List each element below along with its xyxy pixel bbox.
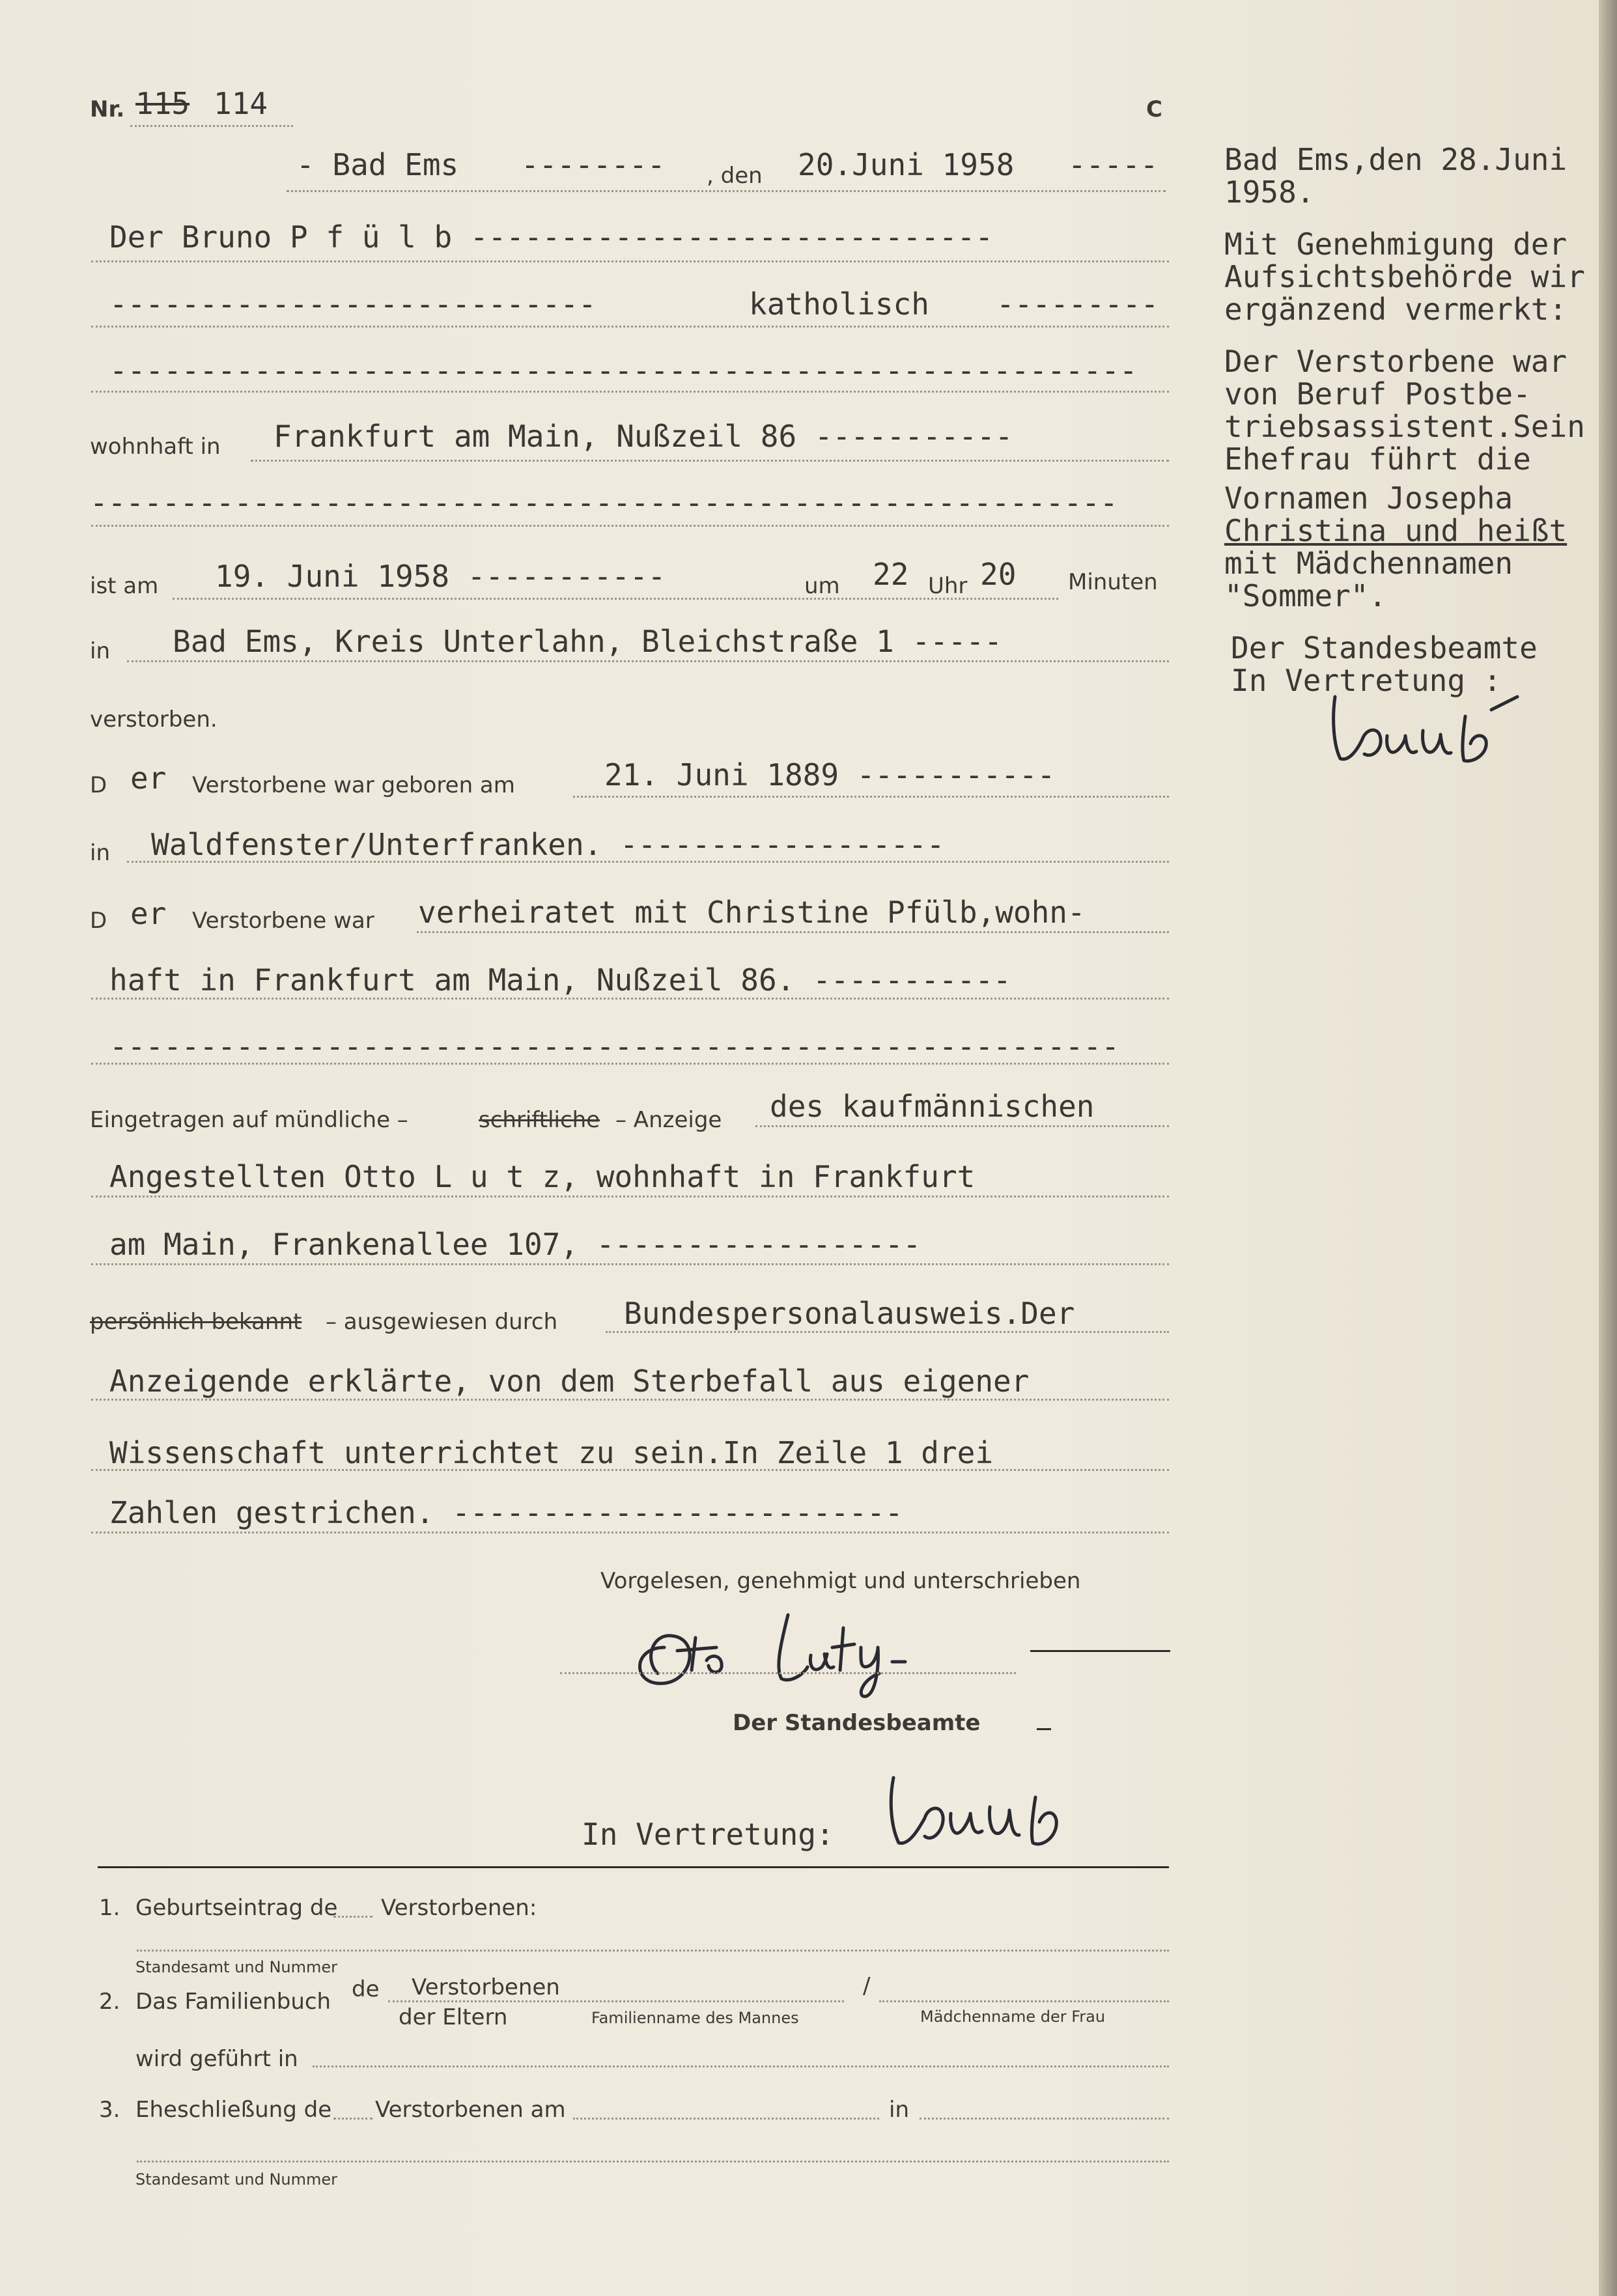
- item2-number: 2.: [99, 1989, 120, 2015]
- informant-signature-line: [560, 1672, 1016, 1674]
- address-line-2: ---------------------------------------------------------: [90, 485, 1118, 520]
- marriage-d-label: D: [90, 908, 107, 934]
- item3-date-fill-line: [573, 2118, 879, 2120]
- birth-in-label: in: [90, 840, 110, 866]
- item2-fill-line-right: [879, 2000, 1169, 2002]
- margin-line-13: "Sommer".: [1224, 578, 1387, 613]
- margin-line-14: Der Standesbeamte: [1231, 630, 1538, 665]
- birth-place: Waldfenster/Unterfranken. ------------------: [151, 827, 945, 862]
- id-line-4: Zahlen gestrichen. -------------------------: [109, 1495, 903, 1530]
- margin-line-1: Bad Ems,den 28.Juni: [1224, 142, 1568, 177]
- nr-fill-line: [130, 125, 293, 127]
- item3-number: 3.: [99, 2097, 120, 2123]
- birth-text-label: Verstorbene war geboren am: [192, 772, 515, 798]
- section-divider: [98, 1866, 1169, 1868]
- nr-label: Nr.: [90, 96, 125, 122]
- death-in-label: in: [90, 638, 110, 664]
- religion-dashes: ---------------------------: [109, 287, 597, 322]
- marriage-er-typed: er: [130, 896, 167, 931]
- uhr-label: Uhr: [928, 573, 968, 599]
- margin-line-12: mit Mädchennamen: [1224, 546, 1513, 581]
- birth-place-fill-line: [127, 861, 1169, 863]
- informant-fill-line-3: [91, 1263, 1169, 1265]
- death-hour: 22: [873, 557, 909, 592]
- um-label: um: [804, 573, 840, 599]
- header-fill-line: [287, 190, 1166, 192]
- eingetragen-label: Eingetragen auf mündliche –: [90, 1107, 408, 1133]
- id-fill-line-3: [91, 1469, 1169, 1471]
- religion: katholisch: [749, 287, 929, 322]
- informant-fill-line-1: [755, 1125, 1169, 1127]
- familienname-label: Familienname des Mannes: [591, 2009, 799, 2027]
- id-line-1: Bundespersonalausweis.Der: [624, 1296, 1075, 1331]
- religion-tail: ---------: [996, 287, 1159, 322]
- margin-line-11: Christina und heißt: [1224, 513, 1568, 548]
- deceased-name: Der Bruno P f ü l b -----------------------------: [109, 219, 994, 255]
- nr-struck-number: 115: [135, 86, 190, 121]
- margin-line-10: Vornamen Josepha: [1224, 481, 1513, 516]
- form-letter: C: [1146, 96, 1162, 122]
- death-minute: 20: [980, 557, 1017, 592]
- minuten-label: Minuten: [1068, 569, 1158, 595]
- item1-fill-line: [137, 1950, 1169, 1952]
- margin-line-2: 1958.: [1224, 175, 1315, 210]
- name-fill-line: [91, 260, 1169, 262]
- id-line-2: Anzeigende erklärte, von dem Sterbefall aus eigener: [109, 1364, 1030, 1399]
- register-date: 20.Juni 1958: [798, 147, 1015, 182]
- margin-line-8: triebsassistent.Sein: [1224, 409, 1585, 444]
- item1-number: 1.: [99, 1895, 120, 1921]
- margin-line-3: Mit Genehmigung der: [1224, 227, 1568, 262]
- item2-label: Das Familienbuch: [135, 1989, 331, 2015]
- margin-line-6: Der Verstorbene war: [1224, 344, 1568, 379]
- item3-de-fill: [333, 2118, 373, 2120]
- marriage-line-1: verheiratet mit Christine Pfülb,wohn-: [418, 895, 1086, 930]
- marriage-fill-line-2: [91, 998, 1169, 1000]
- item2-der-eltern: der Eltern: [399, 2004, 508, 2030]
- margin-line-7: von Beruf Postbe-: [1224, 376, 1531, 412]
- address-fill-line: [251, 460, 1169, 462]
- residence-address: Frankfurt am Main, Nußzeil 86 -----------: [274, 419, 1013, 454]
- official-signature: [879, 1745, 1127, 1856]
- item1-label: Geburtseintrag de: [135, 1895, 338, 1921]
- margin-line-5: ergänzend vermerkt:: [1224, 292, 1568, 327]
- item2-fill-line: [388, 2000, 844, 2002]
- vertretung-label: In Vertretung:: [582, 1817, 834, 1852]
- item1-fill: Verstorbenen:: [381, 1895, 537, 1921]
- wird-gefuehrt-fill-line: [313, 2065, 1169, 2067]
- standesbeamte-label: Der Standesbeamte: [733, 1710, 981, 1736]
- birth-d-label: D: [90, 772, 107, 798]
- birth-er-typed: er: [130, 761, 167, 796]
- standesamt-label-1: Standesamt und Nummer: [135, 1958, 338, 1976]
- item3-fill: Verstorbenen am: [375, 2097, 566, 2123]
- register-date-dashes: -----: [1068, 147, 1159, 182]
- margin-signature: [1322, 684, 1537, 768]
- blank-fill-line: [91, 391, 1169, 393]
- standesamt-label-2: Standesamt und Nummer: [135, 2170, 338, 2189]
- marriage-text-label: Verstorbene war: [192, 908, 374, 934]
- schriftliche-struck: schriftliche: [479, 1107, 600, 1133]
- register-place-dashes: --------: [521, 147, 666, 182]
- birth-date-fill-line: [573, 796, 1169, 798]
- death-place-fill-line: [127, 660, 1169, 662]
- id-line-3: Wissenschaft unterrichtet zu sein.In Zeile 1 drei: [109, 1435, 994, 1470]
- id-fill-line-1: [606, 1331, 1169, 1333]
- den-label: , den: [707, 163, 763, 189]
- item3-place-fill-line: [920, 2118, 1169, 2120]
- margin-line-9: Ehefrau führt die: [1224, 441, 1531, 477]
- item1-de-fill: [333, 1916, 373, 1918]
- religion-fill-line: [91, 326, 1169, 328]
- margin-line-4: Aufsichtsbehörde wir: [1224, 259, 1585, 294]
- maedchenname-label: Mädchenname der Frau: [920, 2008, 1106, 2026]
- informant-line-1: des kaufmännischen: [770, 1089, 1095, 1124]
- page-edge-shadow: [1599, 0, 1617, 2296]
- bekannt-struck: persönlich bekannt: [90, 1309, 302, 1335]
- verstorben-label: verstorben.: [90, 707, 218, 733]
- item2-slash: /: [863, 1973, 871, 1999]
- ist-am-label: ist am: [90, 573, 159, 599]
- blank-line-dashes: ---------------------------------------------------------: [109, 353, 1138, 388]
- vorgelesen-label: Vorgelesen, genehmigt und unterschrieben: [600, 1568, 1081, 1594]
- informant-line-2: Angestellten Otto L u t z, wohnhaft in Frankfurt: [109, 1159, 976, 1194]
- ausgewiesen-label: – ausgewiesen durch: [326, 1309, 558, 1335]
- informant-signature: [619, 1602, 1042, 1700]
- address-fill-line-2: [91, 525, 1169, 527]
- margin-line-15: In Vertretung :: [1231, 663, 1502, 698]
- item2-verstorbenen: Verstorbenen: [412, 1974, 560, 2000]
- death-place: Bad Ems, Kreis Unterlahn, Bleichstraße 1 -----: [173, 624, 1002, 659]
- item3-in-label: in: [889, 2097, 909, 2123]
- standesbeamte-dash: [1037, 1728, 1051, 1730]
- id-fill-line-4: [91, 1532, 1169, 1533]
- informant-fill-line-2: [91, 1196, 1169, 1197]
- id-fill-line-2: [91, 1399, 1169, 1401]
- nr-number: 114: [214, 86, 268, 121]
- marriage-fill-line-1: [417, 931, 1169, 933]
- signature-dash-rule: [1030, 1650, 1170, 1652]
- marriage-line-3: --------------------------------------------------------: [109, 1029, 1119, 1064]
- item3-fill-line-2: [137, 2161, 1169, 2163]
- item2-de-label: de: [352, 1976, 380, 2002]
- wird-gefuehrt-label: wird geführt in: [135, 2046, 298, 2072]
- marriage-fill-line-3: [91, 1063, 1169, 1065]
- marriage-line-2: haft in Frankfurt am Main, Nußzeil 86. -----------: [109, 962, 1011, 998]
- death-date-fill-line: [173, 598, 1058, 600]
- wohnhaft-label: wohnhaft in: [90, 434, 221, 460]
- death-date: 19. Juni 1958 -----------: [215, 559, 666, 594]
- informant-line-3: am Main, Frankenallee 107, ------------------: [109, 1227, 921, 1262]
- item3-label: Eheschließung de: [135, 2097, 332, 2123]
- anzeige-label: – Anzeige: [615, 1107, 722, 1133]
- birth-date: 21. Juni 1889 -----------: [604, 757, 1056, 792]
- register-place: - Bad Ems: [296, 147, 459, 182]
